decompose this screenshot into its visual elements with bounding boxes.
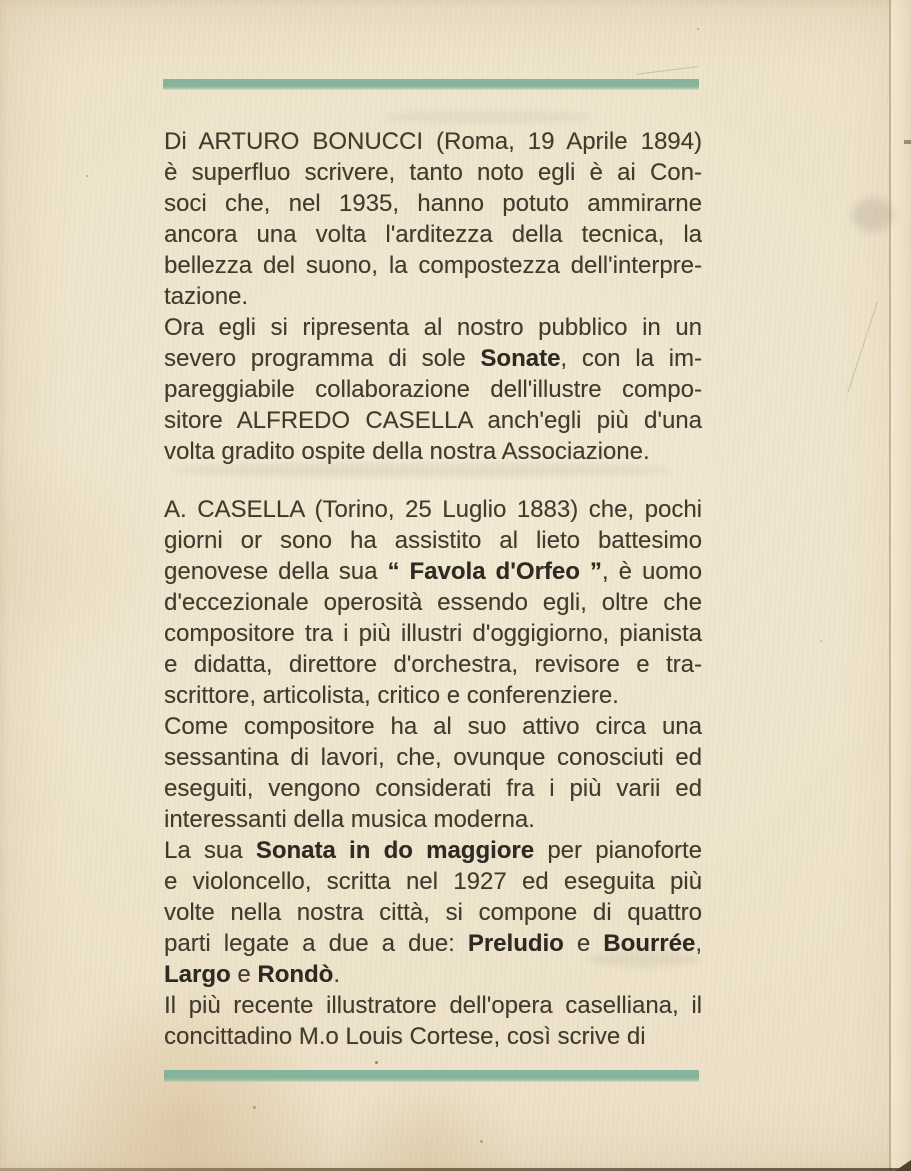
paper-speck <box>253 1106 256 1109</box>
paper-speck <box>820 640 822 642</box>
text-line <box>164 835 702 866</box>
text-line: e violoncello, scritta nel 1927 ed eseguita più <box>164 868 702 895</box>
paragraph-casella-bio <box>164 494 702 711</box>
bold-term-largo: Largo <box>164 961 231 988</box>
text-line: volte nella nostra città, si compone di quattro <box>164 899 702 926</box>
text-segment: . <box>333 961 341 988</box>
text-segment: e <box>563 930 604 957</box>
text-segment: La sua <box>164 837 256 864</box>
paragraph-opere <box>164 711 702 835</box>
paper-speck <box>86 175 88 177</box>
text-segment: parti legate a due a due: <box>164 930 468 957</box>
bottom-divider-rule <box>164 1070 699 1081</box>
text-line: tazione. <box>164 283 249 310</box>
text-line: sessantina di lavori, che, ovunque conosciuti ed <box>164 744 702 771</box>
paragraph-cortese <box>164 990 702 1052</box>
scan-hair-artifact <box>636 66 698 75</box>
text-segment: severo programma di sole <box>164 345 481 372</box>
text-line: soci che, nel 1935, hanno potuto ammirarne <box>164 190 702 217</box>
bold-term-preludio: Preludio <box>467 930 564 957</box>
text-line: scrittore, articolista, critico e conferenziere. <box>164 682 619 709</box>
paper-speck <box>697 28 699 30</box>
page-right-edge <box>891 0 911 1171</box>
bold-term-sonata-in-do-maggiore: Sonata in do maggiore <box>255 837 535 864</box>
paper-speck <box>375 1061 378 1064</box>
text-line: pareggiabile collaborazione dell'illustre compo- <box>164 376 702 403</box>
text-line <box>164 343 702 374</box>
text-line: giorni or sono ha assistito al lieto battesimo <box>164 527 702 554</box>
paragraph-programma <box>164 312 702 467</box>
text-line: A. CASELLA (Torino, 25 Luglio 1883) che, pochi <box>164 496 702 523</box>
ink-ghost-smudge <box>588 951 700 967</box>
text-line: volta gradito ospite della nostra Associazione. <box>164 438 650 465</box>
text-line: Il più recente illustratore dell'opera caselliana, il <box>164 992 702 1019</box>
text-line: d'eccezionale operosità essendo egli, oltre che <box>164 589 702 616</box>
top-divider-rule <box>163 79 699 89</box>
scan-edge-mark <box>904 140 911 144</box>
bold-term-sonate: Sonate <box>480 345 561 372</box>
text-line: eseguiti, vengono considerati fra i più varii ed <box>164 775 702 802</box>
text-line: Ora egli si ripresenta al nostro pubblico in un <box>164 314 702 341</box>
bold-term-favola-dorfeo: “ Favola d'Orfeo ” <box>387 558 602 585</box>
text-line: sitore ALFREDO CASELLA anch'egli più d'una <box>164 407 702 434</box>
text-line: compositore tra i più illustri d'oggigiorno, pianista <box>164 620 702 647</box>
text-line: è superfluo scrivere, tanto noto egli è ai Con- <box>164 159 702 186</box>
scan-smudge <box>852 198 894 232</box>
scan-scratch <box>847 302 877 393</box>
text-segment: genovese della sua <box>164 558 388 585</box>
ink-ghost-smudge <box>382 111 592 123</box>
bonucci-section <box>164 126 702 467</box>
casella-section <box>164 494 702 1052</box>
text-line: interessanti della musica moderna. <box>164 806 535 833</box>
ink-ghost-smudge <box>172 463 672 477</box>
paragraph-bonucci <box>164 126 702 312</box>
text-segment: , con la im- <box>560 345 702 372</box>
text-segment: per pianoforte <box>534 837 702 864</box>
text-segment: , è uomo <box>601 558 702 585</box>
text-line <box>164 556 702 587</box>
text-line: e didatta, direttore d'orchestra, revisore e tra- <box>164 651 702 678</box>
text-line: ancora una volta l'arditezza della tecnica, la <box>164 221 702 248</box>
text-line: concittadino M.o Louis Cortese, così scrive di <box>164 1023 646 1050</box>
text-line: bellezza del suono, la compostezza dell'interpre- <box>164 252 702 279</box>
paragraph-sonata <box>164 835 702 990</box>
paper-speck <box>480 1140 483 1143</box>
text-line: Come compositore ha al suo attivo circa una <box>164 713 702 740</box>
bold-term-bourree: Bourrée <box>603 930 696 957</box>
text-segment: e <box>230 961 258 988</box>
text-segment: , <box>695 930 702 957</box>
text-line: Di ARTURO BONUCCI (Roma, 19 Aprile 1894) <box>164 128 702 155</box>
bold-term-rondo: Rondò <box>257 961 334 988</box>
